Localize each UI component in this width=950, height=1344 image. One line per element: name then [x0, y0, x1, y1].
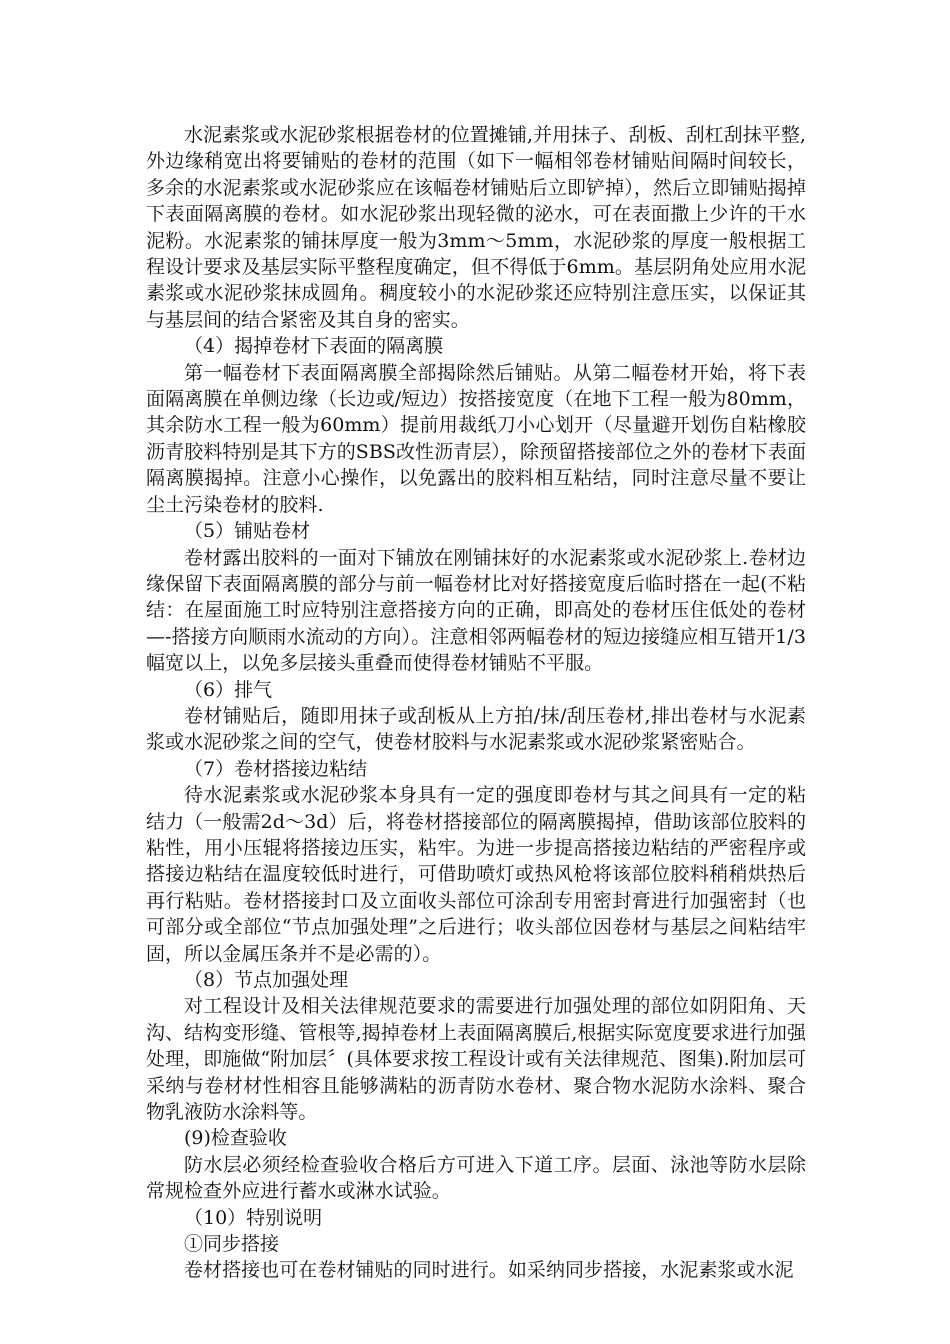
paragraph-lap-bonding: 待水泥素浆或水泥砂浆本身具有一定的强度即卷材与其之间具有一定的粘结力（一般需2d～3d）后，将卷材搭接部位的隔离膜揭掉，借助该部位胶料的粘性，用小压辊将搭接边压实，粘牢。为进一步提高搭接边粘结的严密程序或搭接边粘结在温度较低时进行，可借助喷灯或热风枪将该部位胶料稍稍烘热后再行粘贴。卷材搭接封口及立面收头部位可涂刮专用密封膏进行加强密封（也可部分或全部位“节点加强处理”之后进行；收头部位因卷材与基层之间粘结牢固，所以金属压条并不是必需的）。 — [146, 784, 806, 965]
section-heading-7: （7）卷材搭接边粘结 — [184, 757, 368, 780]
paragraph-air-removal: 卷材铺贴后，随即用抹子或刮板从上方拍/抹/刮压卷材,排出卷材与水泥素浆或水泥砂浆之间的空气，使卷材胶料与水泥素浆或水泥砂浆紧密贴合。 — [146, 704, 806, 754]
paragraph-mortar-spreading: 水泥素浆或水泥砂浆根据卷材的位置摊铺,并用抹子、刮板、刮杠刮抹平整,外边缘稍宽出将要铺贴的卷材的范围（如下一幅相邻卷材铺贴间隔时间较长，多余的水泥素浆或水泥砂浆应在该幅卷材铺贴后立即铲掉），然后立即铺贴揭掉下表面隔离膜的卷材。如水泥砂浆出现轻微的泌水，可在表面撒上少许的干水泥粉。水泥素浆的铺抹厚度一般为3mm～5mm，水泥砂浆的厚度一般根据工程设计要求及基层实际平整程度确定，但不得低于6mm。基层阴角处应用水泥素浆或水泥砂浆抹成圆角。稠度较小的水泥砂浆还应特别注意压实，以保证其与基层间的结合紧密及其自身的密实。 — [146, 124, 806, 331]
section-heading-4: （4）揭掉卷材下表面的隔离膜 — [184, 335, 444, 358]
paragraph-detail-reinforcement: 对工程设计及相关法律规范要求的需要进行加强处理的部位如阴阳角、天沟、结构变形缝、管根等,揭掉卷材上表面隔离膜后,根据实际宽度要求进行加强处理，即施做“附加层〞(具体要求按工程设计或有关法律规范、图集).附加层可采纳与卷材材性相容且能够满粘的沥青防水卷材、聚合物水泥防水涂料、聚合物乳液防水涂料等。 — [146, 995, 806, 1124]
document-body — [146, 122, 806, 1284]
paragraph-sync-lap: 卷材搭接也可在卷材铺贴的同时进行。如采纳同步搭接，水泥素浆或水泥 — [184, 1259, 794, 1282]
subsection-heading-sync-lap: ①同步搭接 — [184, 1233, 280, 1256]
section-heading-6: （6）排气 — [184, 678, 273, 701]
paragraph-inspection: 防水层必须经检查验收合格后方可进入下道工序。层面、泳池等防水层除常规检查外应进行蓄水或淋水试验。 — [146, 1153, 806, 1203]
section-heading-10: （10）特别说明 — [184, 1206, 323, 1229]
section-heading-8: （8）节点加强处理 — [184, 969, 349, 991]
section-heading-9: (9)检查验收 — [184, 1127, 287, 1150]
section-heading-5: （5）铺贴卷材 — [184, 520, 311, 543]
paragraph-release-film: 第一幅卷材下表面隔离膜全部揭除然后铺贴。从第二幅卷材开始，将下表面隔离膜在单侧边缘（长边或/短边）按搭接宽度（在地下工程一般为80mm，其余防水工程一般为60mm）提前用裁纸刀小心划开（尽量避开划伤自粘橡胶沥青胶料特别是其下方的SBS改性沥青层），除预留搭接部位之外的卷材下表面隔离膜揭掉。注意小心操作，以免露出的胶料相互粘结，同时注意尽量不要让尘土污染卷材的胶料. — [146, 361, 806, 516]
paragraph-laying-membrane: 卷材露出胶料的一面对下铺放在刚铺抹好的水泥素浆或水泥砂浆上.卷材边缘保留下表面隔离膜的部分与前一幅卷材比对好搭接宽度后临时搭在一起(不粘结：在屋面施工时应特别注意搭接方向的正确，即高处的卷材压住低处的卷材—-搭接方向顺雨水流动的方向）。注意相邻两幅卷材的短边接缝应相互错开1/3幅宽以上，以免多层接头重叠而使得卷材铺贴不平服。 — [146, 546, 806, 675]
